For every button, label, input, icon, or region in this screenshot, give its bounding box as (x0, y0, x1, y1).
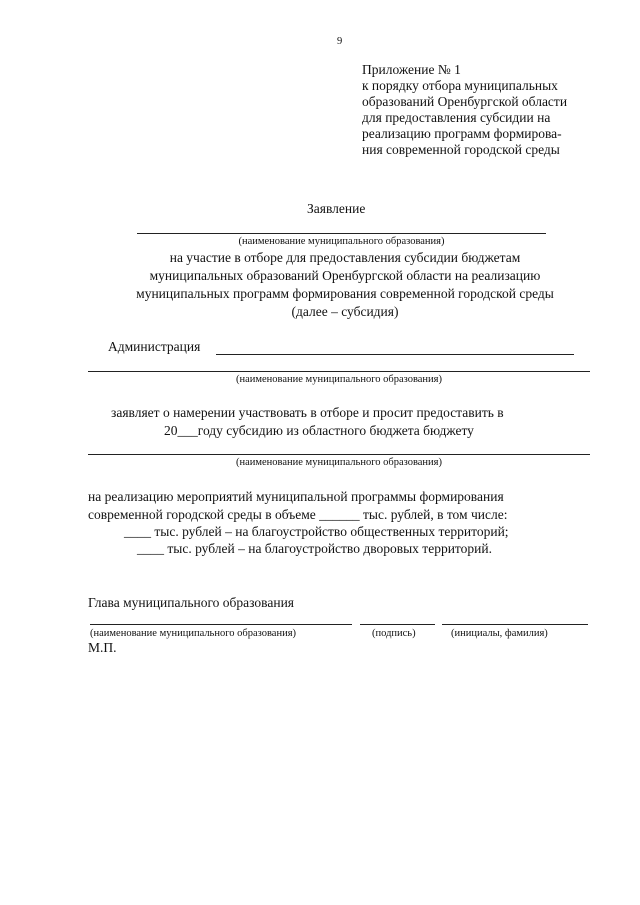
administration-label: Администрация (108, 339, 201, 354)
name-signature-line (90, 624, 352, 625)
funding-item-yard: ____ тыс. рублей – на благоустройство дворовых территорий. (137, 541, 492, 556)
signature-hint-name: (наименование муниципального образования) (90, 628, 297, 639)
annex-line: реализацию программ формирова- (362, 126, 562, 141)
declares-line-2: 20___году субсидию из областного бюджета бюджету (164, 423, 474, 438)
administration-blank-line (216, 354, 574, 355)
municipality-blank-line-2 (88, 371, 590, 372)
initials-signature-line (442, 624, 588, 625)
purpose-line: муниципальных программ формирования современной городской среды (136, 286, 554, 301)
purpose-line: на участие в отборе для предоставления субсидии бюджетам (169, 250, 521, 265)
annex-line: Приложение № 1 (362, 62, 461, 77)
purpose-line: (далее – субсидия) (291, 304, 399, 319)
funding-item-public: ____ тыс. рублей – на благоустройство общественных территорий; (124, 524, 509, 539)
sign-signature-line (360, 624, 435, 625)
municipality-blank-line-3 (88, 454, 590, 455)
stamp-place: М.П. (88, 640, 117, 655)
annex-line: ния современной городской среды (362, 142, 560, 157)
funding-line-2: современной городской среды в объеме ______ тыс. рублей, в том числе: (88, 507, 508, 522)
signature-hint-sign: (подпись) (372, 628, 416, 639)
municipality-hint: (наименование муниципального образования) (238, 236, 445, 247)
declares-line-1: заявляет о намерении участвовать в отборе и просит предоставить в (111, 405, 504, 420)
annex-block (362, 62, 567, 158)
municipality-hint-3: (наименование муниципального образования) (235, 457, 443, 468)
municipality-blank-line (137, 233, 546, 234)
funding-line-1: на реализацию мероприятий муниципальной программы формирования (88, 489, 504, 504)
document-title: Заявление (307, 201, 366, 216)
page-number: 9 (337, 36, 343, 47)
annex-line: образований Оренбургской области (362, 94, 568, 109)
head-label: Глава муниципального образования (88, 595, 295, 610)
purpose-line: муниципальных образований Оренбургской области на реализацию (149, 268, 541, 283)
municipality-hint-2: (наименование муниципального образования) (235, 374, 443, 385)
signature-hint-initials: (инициалы, фамилия) (451, 628, 548, 639)
annex-line: для предоставления субсидии на (362, 110, 551, 125)
annex-line: к порядку отбора муниципальных (362, 78, 558, 93)
